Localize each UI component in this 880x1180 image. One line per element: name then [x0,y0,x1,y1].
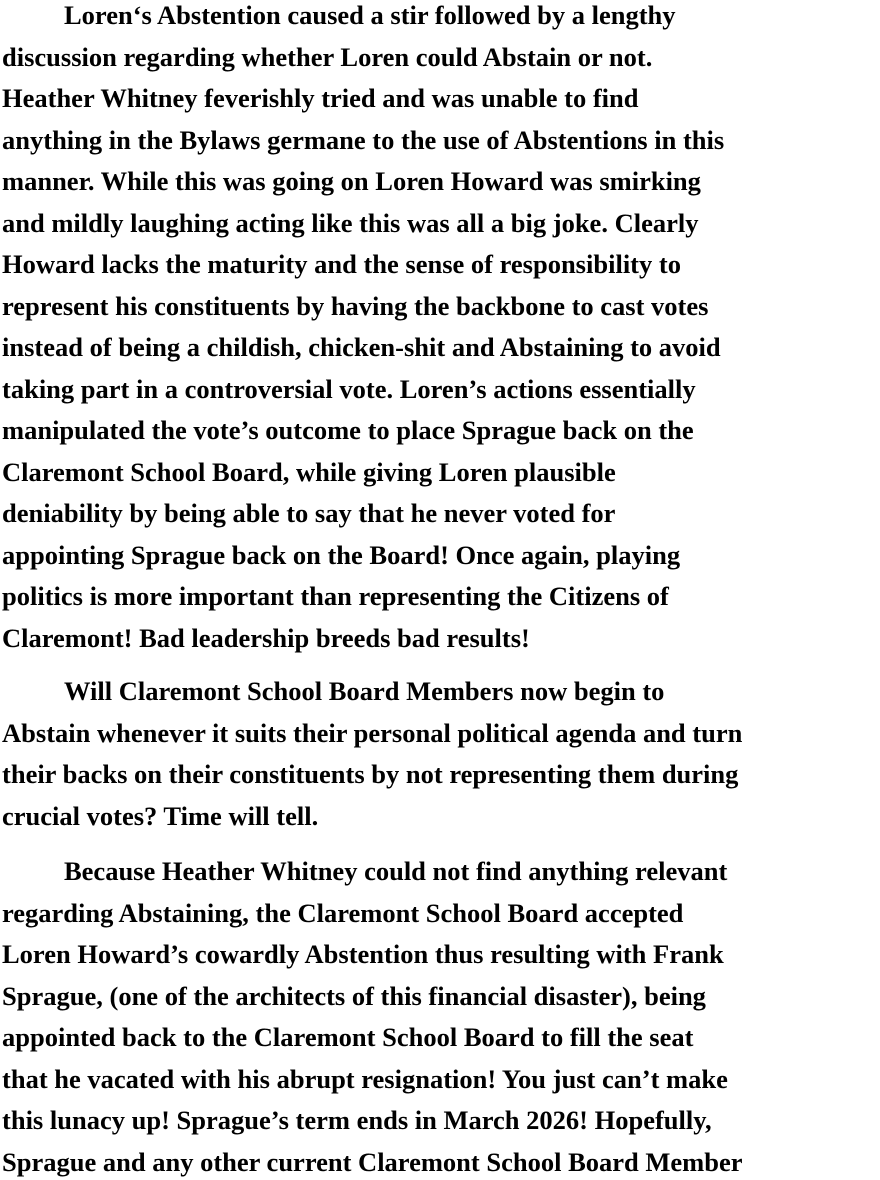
text-line: appointed back to the Claremont School Board to fill the seat [2,1022,694,1052]
text-line: manipulated the vote’s outcome to place Sprague back on the [2,415,694,445]
text-line: that he vacated with his abrupt resignation! You just can’t make [2,1063,728,1094]
text-line: manner. While this was going on Loren Howard was smirking [2,166,701,196]
text-line: Sprague, (one of the architects of this financial disaster), being [2,980,706,1011]
text-line: Sprague and any other current Claremont School Board Member [2,1146,743,1177]
text-line: their backs on their constituents by not representing them during [2,759,739,789]
text-line: regarding Abstaining, the Claremont School Board accepted [2,897,684,928]
text-line: this lunacy up! Sprague’s term ends in March 2026! Hopefully, [2,1105,712,1135]
text-line: politics is more important than representing the Citizens of [2,581,669,611]
text-line: Loren Howard’s cowardly Abstention thus resulting with Frank [2,939,724,969]
paragraph-will-members-abstain [0,671,742,837]
paragraph-abstention-discussion [0,0,724,659]
text-line: taking part in a controversial vote. Loren’s actions essentially [2,373,696,404]
text-line: Claremont! Bad leadership breeds bad results! [2,622,530,653]
text-line: Abstain whenever it suits their personal political agenda and turn [2,717,743,748]
text-line: Howard lacks the maturity and the sense of responsibility to [2,249,681,279]
paragraph-sprague-appointed [0,851,743,1180]
text-line: represent his constituents by having the backbone to cast votes [2,290,709,321]
text-line: appointing Sprague back on the Board! Once again, playing [2,539,681,570]
text-line: and mildly laughing acting like this was all a big joke. Clearly [2,207,699,238]
text-line: deniability by being able to say that he never voted for [2,498,616,528]
text-line: Loren‘s Abstention caused a stir followed by a lengthy [64,0,676,30]
text-line: Will Claremont School Board Members now begin to [64,676,665,706]
text-line: Heather Whitney feverishly tried and was unable to find [2,83,639,113]
text-line: Claremont School Board, while giving Loren plausible [2,456,616,487]
text-line: crucial votes? Time will tell. [2,800,319,831]
text-line: anything in the Bylaws germane to the use of Abstentions in this [2,124,725,155]
text-line: Because Heather Whitney could not find anything relevant [64,856,728,886]
text-line: discussion regarding whether Loren could Abstain or not. [2,41,653,72]
text-line: instead of being a childish, chicken-shit and Abstaining to avoid [2,332,721,362]
